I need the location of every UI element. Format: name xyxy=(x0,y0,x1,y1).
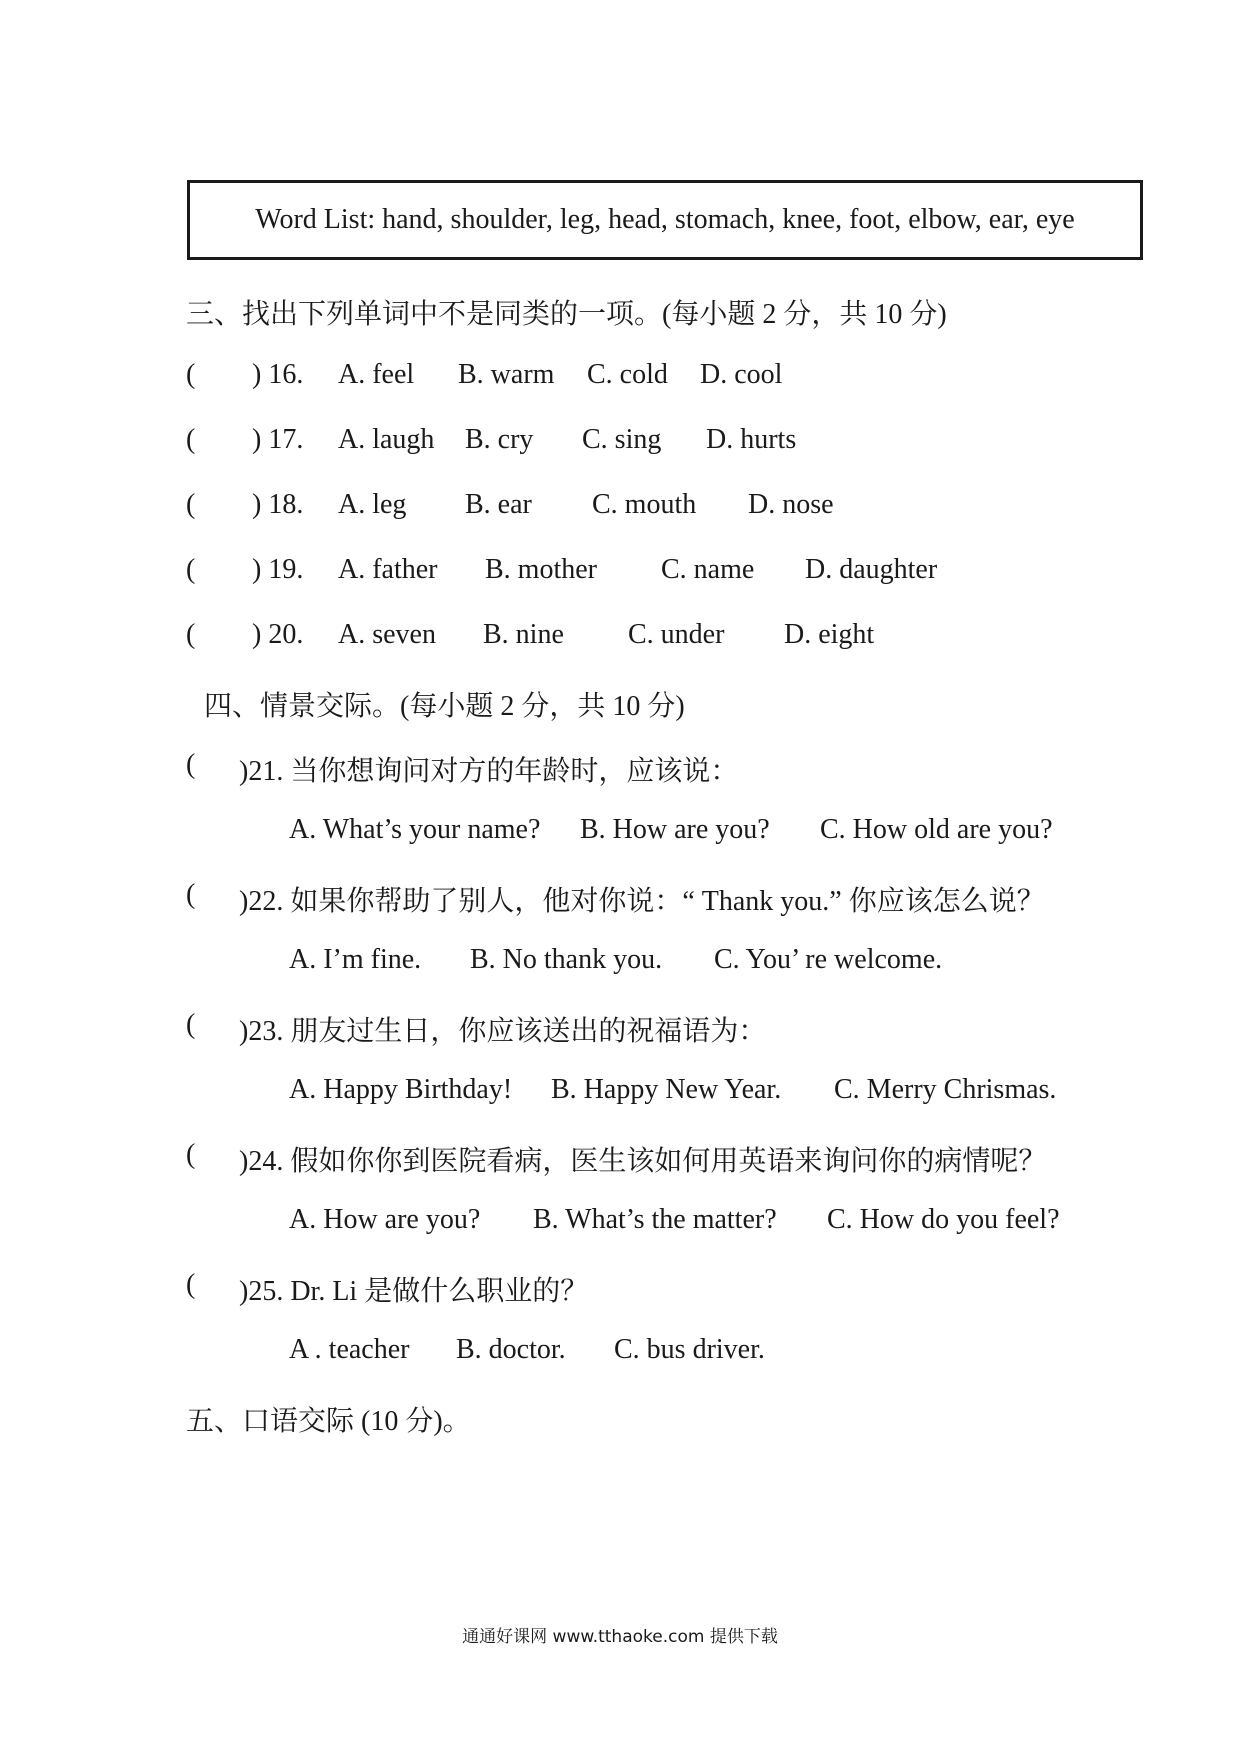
option-d: D. eight xyxy=(784,619,875,650)
option-b: B. ear xyxy=(465,489,532,520)
option-a: A. feel xyxy=(338,359,415,390)
word-list-text: Word List: hand, shoulder, leg, head, stomach, knee, foot, elbow, ear, eye xyxy=(255,204,1075,235)
option-b: B. mother xyxy=(485,554,597,585)
option-b: B. What’s the matter? xyxy=(533,1204,777,1235)
option-c: C. under xyxy=(628,619,725,650)
option-a: A. What’s your name? xyxy=(289,814,541,845)
question-number: ) 16. xyxy=(252,359,304,390)
option-c: C. Merry Chrismas. xyxy=(834,1074,1057,1105)
answer-paren: ( xyxy=(186,554,196,585)
option-a: A . teacher xyxy=(289,1334,410,1365)
answer-paren: ( xyxy=(186,424,196,455)
question-text: )21. 当你想询问对方的年龄时，应该说： xyxy=(239,756,739,787)
question-text: )23. 朋友过生日，你应该送出的祝福语为： xyxy=(239,1016,767,1047)
option-b: B. nine xyxy=(483,619,564,650)
option-a: A. seven xyxy=(338,619,436,650)
option-a: A. I’m fine. xyxy=(289,944,422,975)
option-c: C. How old are you? xyxy=(820,814,1053,845)
question-number: ) 17. xyxy=(252,424,304,455)
answer-paren: ( xyxy=(186,1269,196,1300)
answer-paren: ( xyxy=(186,1139,196,1170)
answer-paren: ( xyxy=(186,749,196,780)
option-c: C. sing xyxy=(582,424,662,455)
section5-heading: 五、口语交际 (10 分)。 xyxy=(186,1406,471,1437)
section3-heading: 三、找出下列单词中不是同类的一项。(每小题 2 分，共 10 分) xyxy=(186,299,947,330)
option-b: B. warm xyxy=(458,359,555,390)
word-list-box xyxy=(187,180,1143,260)
option-a: A. Happy Birthday! xyxy=(289,1074,513,1105)
option-b: B. cry xyxy=(465,424,534,455)
answer-paren: ( xyxy=(186,879,196,910)
option-a: A. father xyxy=(338,554,438,585)
footer-credit: 通通好课网 www.tthaoke.com 提供下载 xyxy=(462,1627,778,1647)
option-c: C. name xyxy=(661,554,755,585)
option-a: A. leg xyxy=(338,489,407,520)
answer-paren: ( xyxy=(186,489,196,520)
option-b: B. Happy New Year. xyxy=(551,1074,782,1105)
option-a: A. laugh xyxy=(338,424,435,455)
option-c: C. How do you feel? xyxy=(827,1204,1060,1235)
question-text: )24. 假如你你到医院看病，医生该如何用英语来询问你的病情呢？ xyxy=(239,1146,1047,1177)
option-c: C. You’ re welcome. xyxy=(714,944,943,975)
option-b: B. doctor. xyxy=(456,1334,566,1365)
answer-paren: ( xyxy=(186,619,196,650)
question-number: ) 20. xyxy=(252,619,304,650)
answer-paren: ( xyxy=(186,1009,196,1040)
option-c: C. cold xyxy=(587,359,668,390)
option-b: B. How are you? xyxy=(580,814,770,845)
section4-heading: 四、情景交际。(每小题 2 分，共 10 分) xyxy=(204,691,685,722)
answer-paren: ( xyxy=(186,359,196,390)
option-c: C. bus driver. xyxy=(614,1334,765,1365)
question-text: )25. Dr. Li 是做什么职业的？ xyxy=(239,1276,589,1307)
option-a: A. How are you? xyxy=(289,1204,481,1235)
option-b: B. No thank you. xyxy=(470,944,663,975)
question-number: ) 18. xyxy=(252,489,304,520)
option-d: D. cool xyxy=(700,359,783,390)
option-d: D. nose xyxy=(748,489,834,520)
option-d: D. hurts xyxy=(706,424,797,455)
question-number: ) 19. xyxy=(252,554,304,585)
question-text: )22. 如果你帮助了别人，他对你说：“ Thank you.” 你应该怎么说？ xyxy=(239,886,1045,917)
option-c: C. mouth xyxy=(592,489,697,520)
option-d: D. daughter xyxy=(805,554,938,585)
